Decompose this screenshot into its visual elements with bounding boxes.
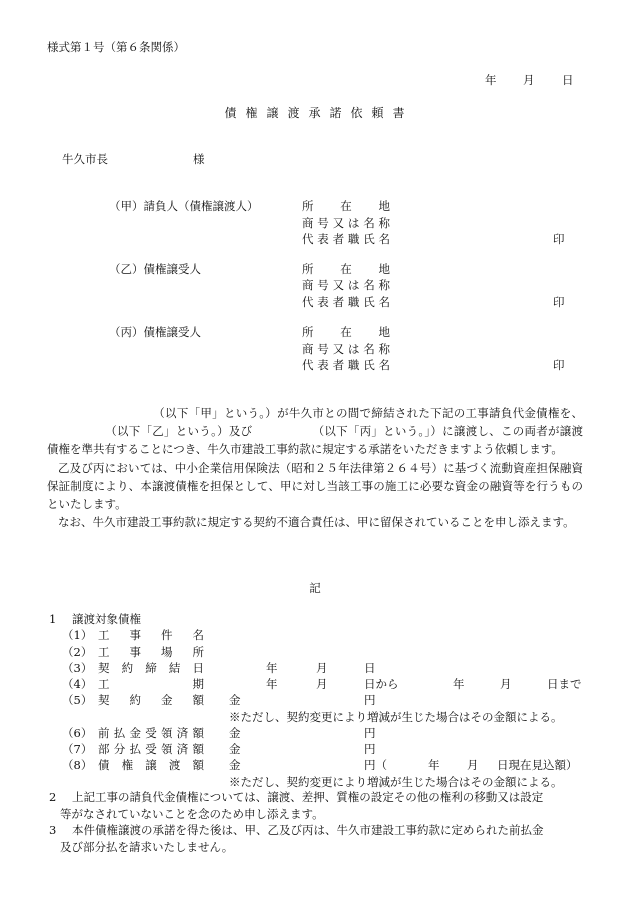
section1-number: 1 [49,612,57,626]
body-paragraph-1: （以下「甲」という。）が牛久市との間で締結された下記の工事請負代金債権を、（以下「乙」という。）及び （以下「丙」という。」）に譲渡し、この両者が譲渡債権を準共有することにつき、牛久市建設工事約款に規定する承諾をいただきますよう依頼します。 [47,406,583,457]
item5-note: ※ただし、契約変更により増減が生じた場合はその金額による。 [229,710,563,724]
item1-number: （1） [62,628,93,642]
field-representative: 代 表 者 職 氏 名 [302,232,390,246]
field-address: 所 在 地 [302,325,390,339]
seal-mark: 印 [553,358,565,372]
body-paragraph-2: 乙及び丙においては、中小企業信用保険法（昭和２５年法律第２６４号）に基づく流動資産担保融資保証制度により、本譲渡債権を担保として、甲に対し当該工事の施工に必要な資金の融資等を行うものといたします。 [47,460,583,512]
item6-yen: 円 [364,726,376,740]
item8-label: 債 権 譲 渡 額 [98,758,204,772]
item7-yen: 円 [364,742,376,756]
field-trade-name: 商 号 又 は 名 称 [302,216,390,230]
section3-line1: 本件債権譲渡の承諾を得た後は、甲、乙及び丙は、牛久市建設工事約款に定められた前払金 [72,823,544,837]
item1-label: 工 事 件 名 [98,628,204,642]
item2-label: 工 事 場 所 [98,645,204,659]
item8-yen: 円（ [364,758,387,772]
seal-mark: 印 [553,232,565,246]
item4-until-month: 月 [500,677,512,691]
item3-year: 年 [266,661,278,675]
item8-note: ※ただし、契約変更により増減が生じた場合はその金額による。 [229,775,563,789]
party-label: （甲）請負人（債権譲渡人） [109,199,259,213]
item7-kin: 金 [229,742,241,756]
section3-line2: 及び部分払を請求いたしません。 [60,840,234,854]
item3-day: 日 [364,661,376,675]
item7-label: 部 分 払 受 領 済 額 [98,742,204,756]
item5-number: （5） [62,693,93,707]
item8-kin: 金 [229,758,241,772]
item4-until-year: 年 [453,677,465,691]
item5-label: 契 約 金 額 [98,693,204,707]
section3-number: 3 [49,823,57,837]
date-month: 月 [523,73,535,87]
field-address: 所 在 地 [302,199,390,213]
item7-number: （7） [62,742,93,756]
item4-number: （4） [62,677,93,691]
item8-number: （8） [62,758,93,772]
field-representative: 代 表 者 職 氏 名 [302,295,390,309]
seal-mark: 印 [553,295,565,309]
date-day: 日 [562,73,574,87]
item3-month: 月 [316,661,328,675]
item5-yen: 円 [364,693,376,707]
item8-month: 月 [467,758,479,772]
body-paragraph-3: なお、牛久市建設工事約款に規定する契約不適合責任は、甲に留保されていることを申し添えます。 [58,515,575,530]
field-representative: 代 表 者 職 氏 名 [302,358,390,372]
section2-line1: 上記工事の請負代金債権については、譲渡、差押、質権の設定その他の権利の移動又は設定 [72,790,544,804]
item6-kin: 金 [229,726,241,740]
field-trade-name: 商 号 又 は 名 称 [302,342,390,356]
page-title: 債権譲渡承諾依頼書 [224,106,414,120]
item8-suffix: 日現在見込額） [497,758,578,772]
item8-year: 年 [428,758,440,772]
item4-from-day: 日から [364,677,399,691]
item2-number: （2） [62,645,93,659]
field-trade-name: 商 号 又 は 名 称 [302,278,390,292]
item3-label: 契 約 締 結 日 [98,661,204,675]
field-address: 所 在 地 [302,262,390,276]
item6-label: 前 払 金 受 領 済 額 [98,726,204,740]
item4-label: 工 期 [98,677,204,691]
addressee-honorific: 様 [193,152,205,166]
section2-line2: 等がなされていないことを念のため申し添えます。 [60,807,324,821]
party-label: （乙）債権譲受人 [109,262,201,276]
item4-from-month: 月 [316,677,328,691]
party-label: （丙）債権譲受人 [109,325,201,339]
item3-number: （3） [62,661,93,675]
item4-from-year: 年 [266,677,278,691]
section2-number: 2 [49,790,57,804]
body-text [47,404,583,531]
addressee-name: 牛久市長 [62,152,108,166]
date-year: 年 [485,73,497,87]
ki-heading: 記 [309,581,321,595]
item6-number: （6） [62,726,93,740]
item4-until-day: 日まで [547,677,582,691]
section1-title: 譲渡対象債権 [72,612,141,626]
form-number: 様式第１号（第６条関係） [47,40,185,54]
item5-kin: 金 [229,693,241,707]
